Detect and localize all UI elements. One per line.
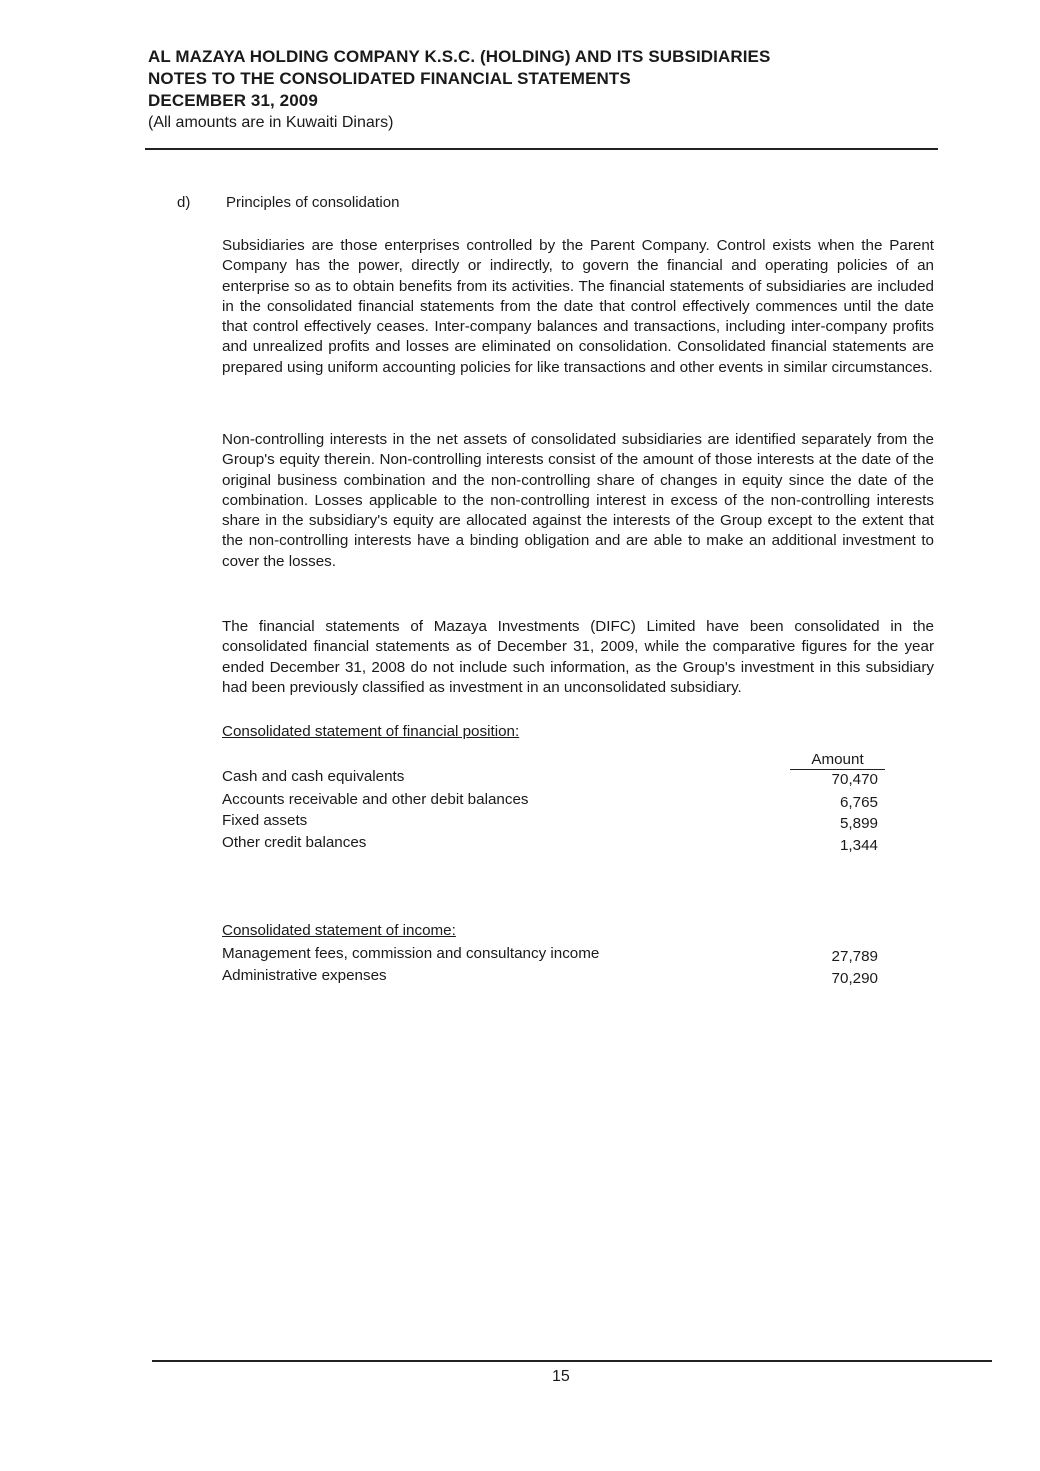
row-value: 27,789: [831, 948, 878, 965]
section-letter: d): [177, 194, 191, 211]
page-number: 15: [552, 1368, 570, 1385]
document-title: NOTES TO THE CONSOLIDATED FINANCIAL STATEMENTS: [148, 69, 631, 88]
income-heading: Consolidated statement of income:: [222, 922, 456, 939]
row-value: 6,765: [839, 794, 878, 811]
section-heading: [177, 194, 399, 211]
row-label: Administrative expenses: [222, 967, 387, 984]
document-header: [148, 46, 940, 133]
row-value: 70,470: [831, 771, 878, 788]
footer-divider: [152, 1360, 992, 1362]
paragraph-subsidiaries: Subsidiaries are those enterprises controlled by the Parent Company. Control exists when the Parent Company has the power, directly or indirectly, to govern the financial and operating policies of an enterprise so as to obtain benefits from its activities. The financial statements of subsidiaries are included in the consolidated financial statements from the date that control effectively commences until the date that control effectively ceases. Inter-company balances and transactions, including inter-company profits and unrealized profits and losses are eliminated on consolidation. Consolidated financial statements are prepared using uniform accounting policies for like transactions and other events in similar circumstances.: [222, 237, 934, 376]
row-label: Fixed assets: [222, 812, 308, 829]
amount-column-header: Amount: [790, 751, 885, 770]
row-value: 5,899: [839, 815, 878, 832]
statement-date: DECEMBER 31, 2009: [148, 91, 318, 110]
row-label: Other credit balances: [222, 834, 367, 851]
paragraph-non-controlling: Non-controlling interests in the net assets of consolidated subsidiaries are identified separately from the Group's equity therein. Non-controlling interests consist of the amount of those interests at the date of the original business combination and the non-controlling share of changes in equity since the date of the combination. Losses applicable to the non-controlling interest in excess of the non-controlling interests share in the subsidiary's equity are allocated against the interests of the Group except to the extent that the non-controlling interests have a binding obligation and are able to make an additional investment to cover the losses.: [222, 431, 934, 570]
row-value: 1,344: [839, 837, 878, 854]
header-divider: [145, 148, 938, 150]
row-value: 70,290: [831, 970, 878, 987]
currency-note: (All amounts are in Kuwaiti Dinars): [148, 114, 394, 131]
row-label: Accounts receivable and other debit balances: [222, 791, 529, 808]
paragraph-mazaya-difc: The financial statements of Mazaya Investments (DIFC) Limited have been consolidated in the consolidated financial statements as of December 31, 2009, while the comparative figures for the year ended December 31, 2008 do not include such information, as the Group's investment in this subsidiary had been previously classified as investment in an unconsolidated subsidiary.: [222, 618, 934, 696]
financial-position-heading: Consolidated statement of financial position:: [222, 723, 520, 740]
row-label: Management fees, commission and consultancy income: [222, 945, 600, 962]
section-title: Principles of consolidation: [226, 194, 400, 211]
row-label: Cash and cash equivalents: [222, 768, 405, 785]
company-name: AL MAZAYA HOLDING COMPANY K.S.C. (HOLDING) AND ITS SUBSIDIARIES: [148, 47, 771, 66]
